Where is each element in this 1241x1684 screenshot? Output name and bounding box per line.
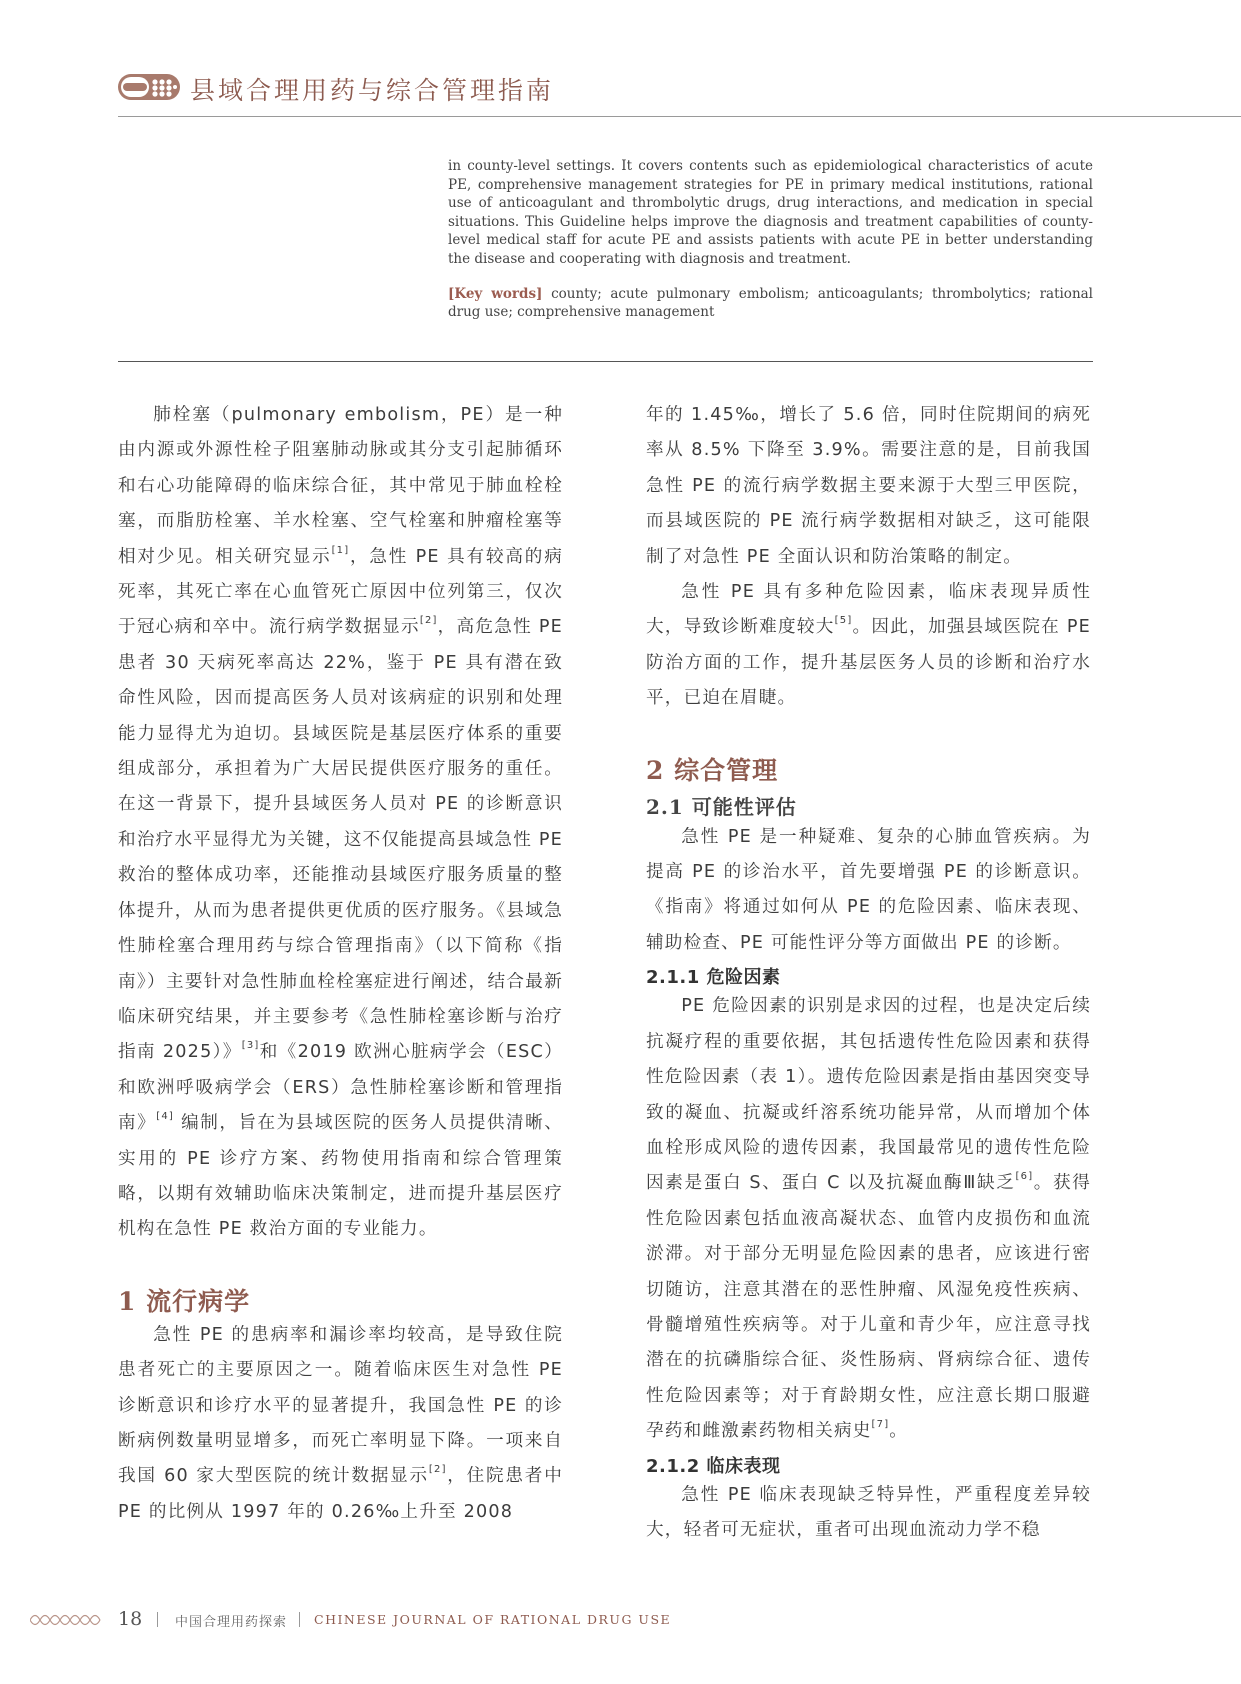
left-column bbox=[118, 398, 563, 1530]
citation-5: [5] bbox=[834, 615, 853, 627]
citation-6: [6] bbox=[1015, 1171, 1034, 1183]
abstract-block bbox=[448, 157, 1093, 322]
risk-factor-text-b: 。获得性危险因素包括血液高凝状态、血管内皮损伤和血流淤滞。对于部分无明显危险因素的患者，应该进行密切随访，注意其潜在的恶性肿瘤、风湿免疫性疾病、骨髓增殖性疾病等。对于儿童和青少年，应注意寻找潜在的抗磷脂综合征、炎性肠病、肾病综合征、遗传性危险因素等；对于育龄期女性，应注意长期口服避孕药和雌激素药物相关病史 bbox=[646, 1173, 1092, 1442]
intro-text-c: ，高危急性 PE 患者 30 天病死率高达 22%，鉴于 PE 具有潜在致命性风险，因而提高医务人员对该病症的识别和处理能力显得尤为迫切。县域医院是基层医疗体系的重要组成部分，承担着为广大居民提供医疗服务的重任。在这一背景下，提升县域医务人员对 PE 的诊断意识和治疗水平显得尤为关键，这不仅能提高县域急性 PE 救治的整体成功率，还能推动县域医疗服务质量的整体提升，从而为患者提供更优质的医疗服务。《县域急性肺栓塞合理用药与综合管理指南》（以下简称《指南》）主要针对急性肺血栓栓塞症进行阐述，结合最新临床研究结果，并主要参考《急性肺栓塞诊断与治疗指南 2025）》 bbox=[118, 617, 563, 1063]
risk-text-b: 。因此，加强县域医院在 PE 防治方面的工作，提升基层医务人员的诊断和治疗水平，已迫在眉睫。 bbox=[646, 617, 1091, 709]
risk-factor-text-c: 。 bbox=[889, 1421, 909, 1442]
intro-paragraph bbox=[118, 398, 563, 1248]
subsection-2-1-1-heading: 2.1.1 危险因素 bbox=[646, 967, 781, 989]
footer-separator bbox=[157, 1612, 158, 1627]
right-column bbox=[646, 398, 1091, 1548]
citation-3: [3] bbox=[241, 1040, 260, 1052]
header-divider bbox=[118, 116, 1241, 117]
risk-paragraph bbox=[646, 575, 1091, 717]
epi-text-a: 急性 PE 的患病率和漏诊率均较高，是导致住院患者死亡的主要原因之一。随着临床医生对急性 PE 诊断意识和诊疗水平的显著提升，我国急性 PE 的诊断病例数量明显增多，而死亡率明显下降。一项来自我国 60 家大型医院的统计数据显示 bbox=[118, 1324, 563, 1487]
abstract-text: in county-level settings. It covers contents such as epidemiological characteristics of acute PE, comprehensive management strategies for PE in primary medical institutions, rational use of anticoagulant and thrombolytic drugs, drug interactions, and medication in special situations. This Guideline helps improve the diagnosis and treatment capabilities of county-level medical staff for acute PE and assists patients with acute PE in better understanding the disease and cooperating with diagnosis and treatment. bbox=[448, 158, 1093, 267]
epidemiology-paragraph bbox=[118, 1318, 563, 1530]
epi-text-b: ，住院患者中 PE 的比例从 1997 年的 0.26‰上升至 2008 bbox=[118, 1466, 563, 1522]
journal-logo-icon bbox=[118, 74, 180, 100]
risk-factor-text-a: PE 危险因素的识别是求因的过程，也是决定后续抗凝疗程的重要依据，其包括遗传性危险因素和获得性危险因素（表 1）。遗传危险因素是指由基因突变导致的凝血、抗凝或纤溶系统功能异常，从而增加个体血栓形成风险的遗传因素，我国最常见的遗传性危险因素是蛋白 S、蛋白 C 以及抗凝血酶Ⅲ缺乏 bbox=[646, 996, 1091, 1194]
subsection-2-1-paragraph: 急性 PE 是一种疑难、复杂的心肺血管疾病。为提高 PE 的诊治水平，首先要增强 PE 的诊断意识。《指南》将通过如何从 PE 的危险因素、临床表现、辅助检查、PE 可能性评分等方面做出 PE 的诊断。 bbox=[646, 826, 1091, 953]
epidemiology-continuation: 年的 1.45‰，增长了 5.6 倍，同时住院期间的病死率从 8.5% 下降至 3.9%。需要注意的是，目前我国急性 PE 的流行病学数据主要来源于大型三甲医院，而县域医院的 PE 流行病学数据相对缺乏，这可能限制了对急性 PE 全面认识和防治策略的制定。 bbox=[646, 405, 1091, 567]
footer-journal-en: CHINESE JOURNAL OF RATIONAL DRUG USE bbox=[314, 1612, 672, 1627]
intro-text-d: 和《2019 欧洲心脏病学会（ESC）和欧洲呼吸病学会（ERS）急性肺栓塞诊断和管理指南》 bbox=[118, 1042, 563, 1134]
intro-text-a: 肺栓塞（pulmonary embolism，PE）是一种由内源或外源性栓子阻塞肺动脉或其分支引起肺循环和右心功能障碍的临床综合征，其中常见于肺血栓栓塞，而脂肪栓塞、羊水栓塞、空气栓塞和肿瘤栓塞等相对少见。相关研究显示 bbox=[118, 405, 563, 567]
abstract-divider bbox=[118, 361, 1093, 362]
journal-title: 县域合理用药与综合管理指南 bbox=[190, 76, 555, 105]
page-header bbox=[118, 68, 1241, 108]
section-1-heading: 1 流行病学 bbox=[118, 1286, 251, 1316]
subsection-2-1-1-paragraph bbox=[646, 989, 1091, 1449]
keywords-label: [Key words] bbox=[448, 285, 543, 302]
citation-1: [1] bbox=[331, 544, 350, 556]
subsection-2-1-heading: 2.1 可能性评估 bbox=[646, 794, 797, 819]
subsection-2-1-2-paragraph: 急性 PE 临床表现缺乏特异性，严重程度差异较大，轻者可无症状，重者可出现血流动力学不稳 bbox=[646, 1484, 1091, 1540]
section-2-heading: 2 综合管理 bbox=[646, 755, 779, 785]
citation-4: [4] bbox=[156, 1111, 174, 1123]
citation-2: [2] bbox=[419, 615, 438, 627]
citation-7: [7] bbox=[871, 1419, 890, 1431]
footer-separator bbox=[299, 1612, 300, 1627]
intro-text-b: ，急性 PE 具有较高的病死率，其死亡率在心血管死亡原因中位列第三，仅次于冠心病和卒中。流行病学数据显示 bbox=[118, 546, 564, 638]
keywords-text: county; acute pulmonary embolism; anticoagulants; thrombolytics; rational drug use; comprehensive management bbox=[448, 285, 1094, 321]
citation-epi: [2] bbox=[428, 1464, 447, 1476]
page-footer bbox=[30, 1608, 930, 1632]
intro-text-e: 编制，旨在为县域医院的医务人员提供清晰、实用的 PE 诊疗方案、药物使用指南和综合管理策略，以期有效辅助临床决策制定，进而提升基层医疗机构在急性 PE 救治方面的专业能力。 bbox=[118, 1113, 564, 1240]
wave-ornament-icon bbox=[30, 1611, 106, 1629]
subsection-2-1-2-heading: 2.1.2 临床表现 bbox=[646, 1455, 781, 1477]
keywords bbox=[448, 285, 1093, 322]
page-number: 18 bbox=[118, 1608, 143, 1630]
footer-journal-cn: 中国合理用药探索 bbox=[175, 1615, 288, 1630]
risk-text-a: 急性 PE 具有多种危险因素，临床表现异质性大，导致诊断难度较大 bbox=[646, 582, 1091, 638]
